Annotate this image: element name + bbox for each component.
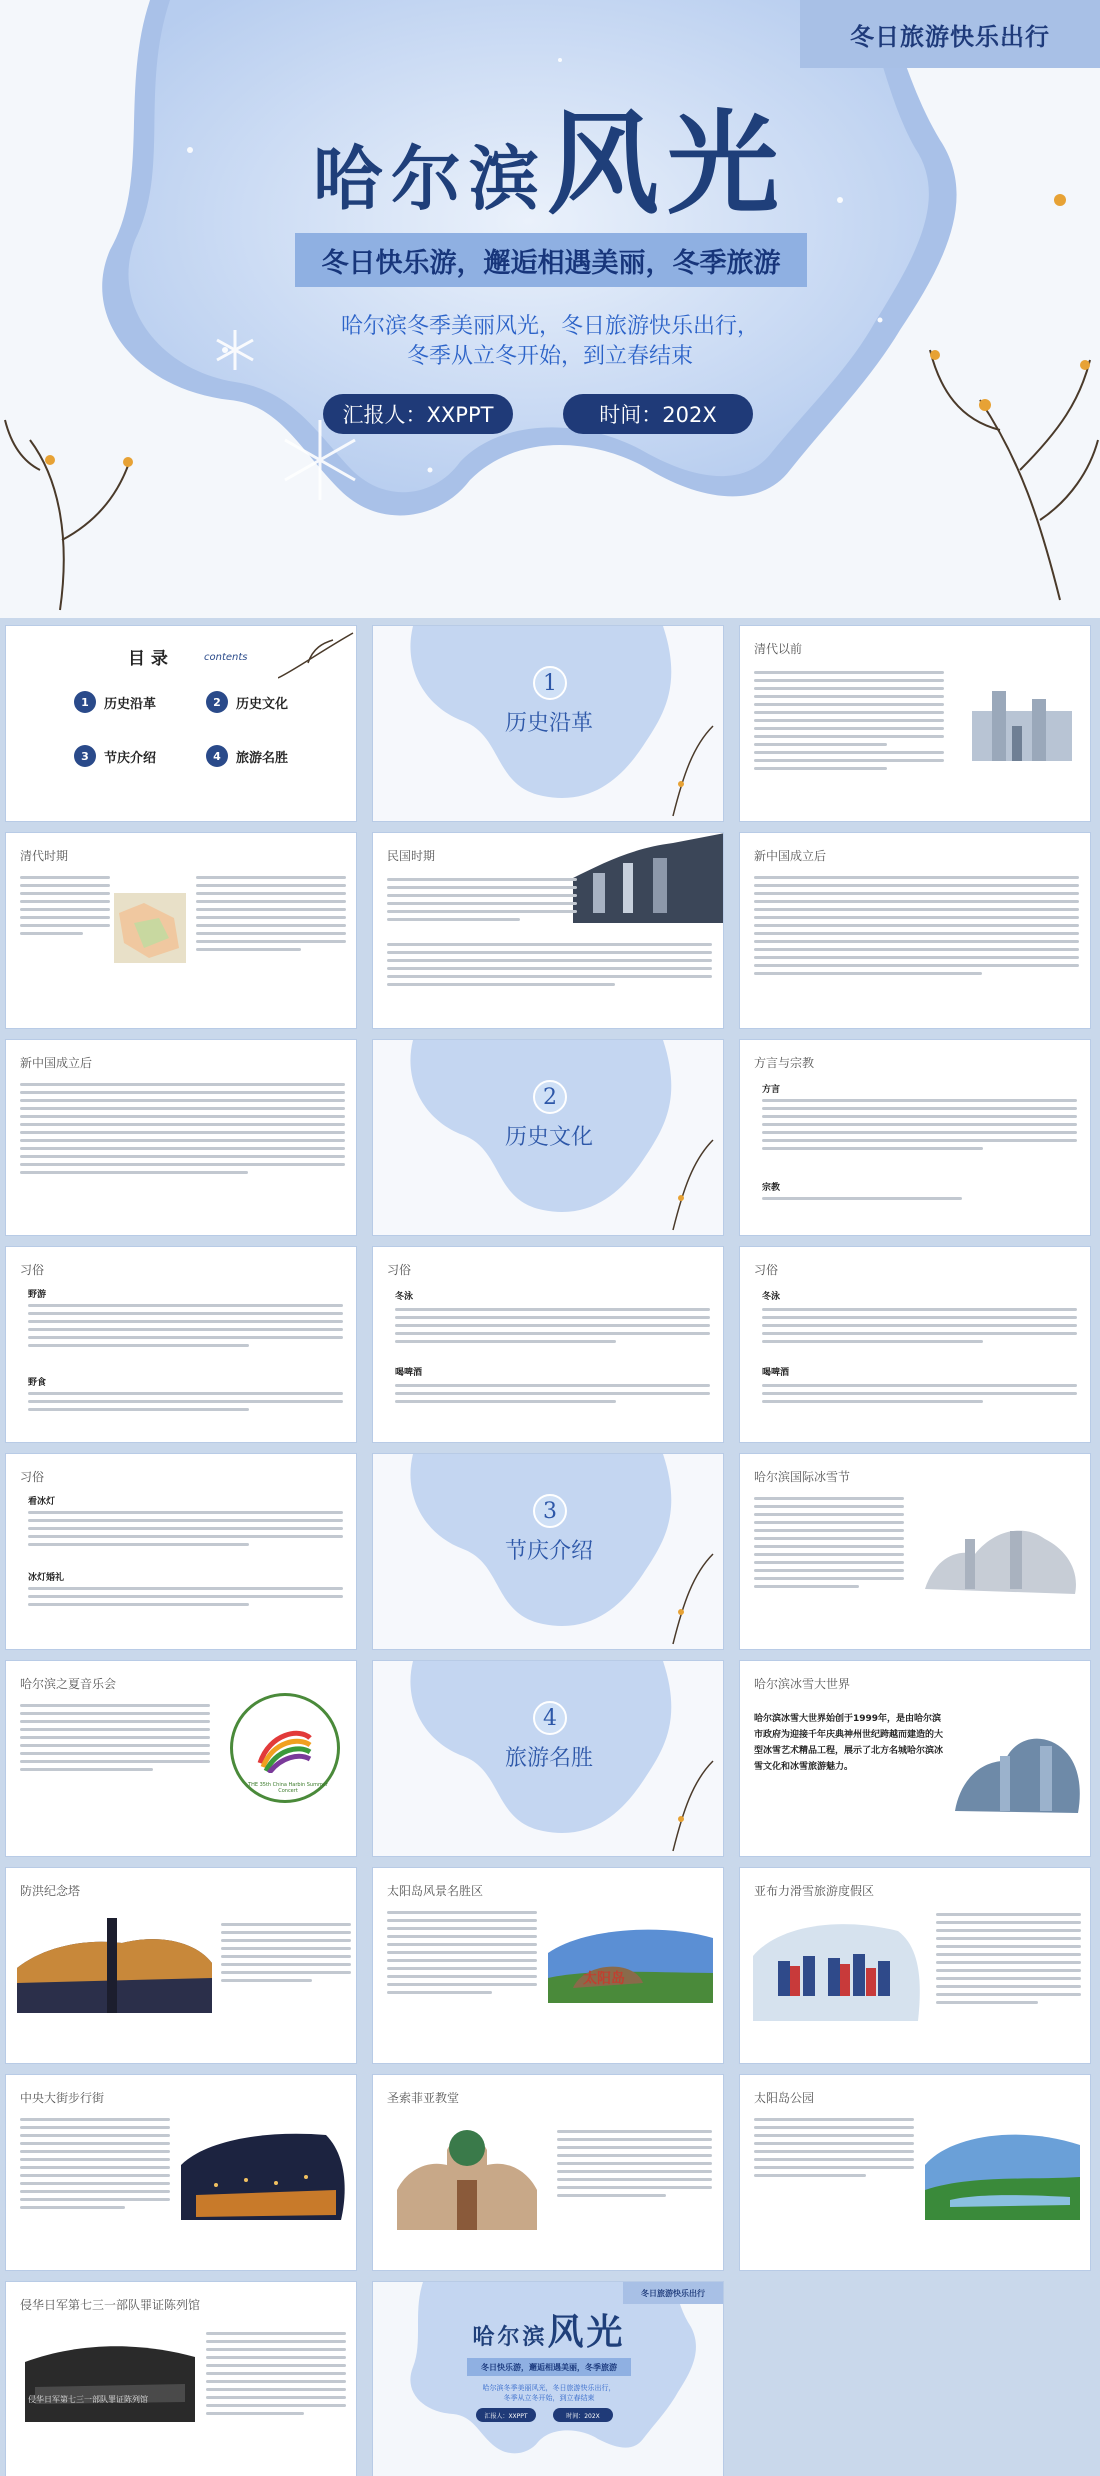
toc-num-3: 3 [74,745,96,767]
slide-title: 侵华日军第七三一部队罪证陈列馆 [20,2298,201,2312]
museum-photo [20,2332,200,2432]
sun-island-photo [543,1913,718,2008]
slide-section-3[interactable] [372,1453,724,1650]
slide-xisu-4[interactable] [5,1453,357,1650]
slide-taiyanggongyuan[interactable] [739,2074,1091,2271]
slide-title: 亚布力滑雪旅游度假区 [754,1884,875,1898]
sub-heading-2: 野食 [28,1378,47,1388]
reporter-pill: 汇报人：XXPPT [323,394,513,434]
toc-item-1[interactable] [74,691,156,713]
slide-title: 太阳岛风景名胜区 [387,1884,484,1898]
slide-body-text [20,2113,170,2214]
slide-xinzhongguo-2[interactable] [5,1039,357,1236]
slide-xinzhongguo-1[interactable] [739,832,1091,1029]
rainbow-logo-icon [255,1723,315,1773]
time-pill: 时间：202X [563,394,753,434]
slide-body-text [557,2125,712,2202]
slide-title: 新中国成立后 [20,1056,93,1070]
park-photo [920,2115,1085,2225]
slide-body-text-2 [28,1582,343,1611]
hero-title-part2: 风光 [547,99,787,230]
slide-body-text [395,1303,710,1348]
toc-label-4: 旅游名胜 [236,750,289,766]
slide-taiyangdao[interactable] [372,1867,724,2064]
ice-palace-photo [950,1721,1085,1821]
sub-heading-1: 冬泳 [395,1292,414,1302]
slide-body-text [20,1078,345,1179]
sub-heading-1: 看冰灯 [28,1497,56,1507]
slide-title: 方言与宗教 [754,1056,815,1070]
slide-toc[interactable] [5,625,357,822]
slide-body-text-2 [762,1192,962,1205]
slide-body-text: 哈尔滨冰雪大世界始创于1999年，是由哈尔滨市政府为迎接千年庆典神州世纪跨越而建造的大型冰雪艺术精品工程，展示了北方名城哈尔滨冰雪文化和冰雪旅游魅力。 [754,1714,944,1772]
slide-title: 清代以前 [754,642,803,656]
toc-label-1: 历史沿革 [104,696,157,712]
toc-label-2: 历史文化 [236,696,289,712]
slide-title: 圣索菲亚教堂 [387,2091,460,2105]
slide-body-text [754,1492,904,1593]
slide-body-text-2 [28,1387,343,1416]
slide-body-text [387,873,577,926]
ice-sculpture-photo [915,1509,1085,1609]
slide-body-text [28,1299,343,1352]
slide-qinhua[interactable] [5,2281,357,2476]
section-number: 3 [533,1494,567,1528]
slide-body-text-left [20,871,110,940]
slide-xisu-1[interactable] [5,1246,357,1443]
toc-num-4: 4 [206,745,228,767]
sub-heading-1: 野游 [28,1290,47,1300]
slide-body-text-2 [387,938,712,991]
hero-desc-line2: 冬季从立冬开始，到立春结束 [406,344,693,369]
ending-title [373,2304,724,2355]
slide-zhongyang[interactable] [5,2074,357,2271]
toc-num-1: 1 [74,691,96,713]
slide-ending[interactable] [372,2281,724,2476]
section-number: 1 [533,666,567,700]
sun-island-sign-text: 太阳岛 [583,1971,625,1987]
sub-heading-1: 方言 [762,1085,781,1095]
slide-body-text [387,1906,537,1999]
sub-heading-2: 宗教 [762,1183,781,1193]
toc-item-4[interactable] [206,745,288,767]
toc-item-2[interactable] [206,691,288,713]
slide-title: 太阳岛公园 [754,2091,815,2105]
slide-body-text-2 [762,1379,1077,1408]
ending-reporter-pill: 汇报人：XXPPT [476,2408,536,2422]
slide-body-text [754,2113,914,2182]
ski-group-photo [748,1906,928,2026]
section-title: 历史沿革 [504,711,593,736]
slide-body-text [754,871,1079,980]
slide-yinyuehui[interactable] [5,1660,357,1857]
slide-body-text [28,1506,343,1551]
sub-heading-2: 喝啤酒 [762,1368,790,1378]
hero-corner-label: 冬日旅游快乐出行 [800,0,1100,68]
slide-fangyan[interactable] [739,1039,1091,1236]
sub-heading-2: 冰灯婚礼 [28,1573,65,1583]
slide-title: 清代时期 [20,849,69,863]
badge-text: THE 35th China Harbin Summer Concert [248,1782,328,1794]
ending-time-pill: 时间：202X [553,2408,613,2422]
slide-body-text-2 [395,1379,710,1408]
slide-xisu-2[interactable] [372,1246,724,1443]
slide-title: 哈尔滨之夏音乐会 [20,1677,117,1691]
ending-title-part1: 哈尔滨 [472,2324,548,2350]
slide-body-text [762,1303,1077,1348]
section-title: 节庆介绍 [504,1539,593,1564]
city-photo [573,833,724,923]
slide-title: 防洪纪念塔 [20,1884,81,1898]
slide-qingdai[interactable] [5,832,357,1029]
slide-suofeiya[interactable] [372,2074,724,2271]
toc-label-3: 节庆介绍 [104,750,157,766]
section-title: 历史文化 [504,1125,593,1150]
museum-photo-caption: 侵华日军第七三一部队罪证陈列馆 [28,2395,148,2404]
ending-corner-label: 冬日旅游快乐出行 [623,2282,723,2304]
slide-bingxuedashijie[interactable] [739,1660,1091,1857]
toc-title: 目 录 [128,649,168,669]
ending-desc-line2: 冬季从立冬开始，到立春结束 [503,2394,595,2402]
hero-title-part1: 哈尔滨 [313,137,547,220]
slide-bingxuejie[interactable] [739,1453,1091,1650]
map-image [114,893,186,963]
slide-title: 民国时期 [387,849,436,863]
slide-qing[interactable] [739,625,1091,822]
cathedral-photo [387,2120,547,2235]
toc-num-2: 2 [206,691,228,713]
branch-icon [278,628,356,688]
slide-body-text [221,1918,351,1987]
hero-subtitle-banner: 冬日快乐游，邂逅相遇美丽，冬季旅游 [295,233,807,287]
slide-body-text [754,666,944,775]
hero-slide[interactable] [0,0,1100,618]
section-number: 2 [533,1080,567,1114]
slide-section-4[interactable] [372,1660,724,1857]
sub-heading-1: 冬泳 [762,1292,781,1302]
sub-heading-2: 喝啤酒 [395,1368,423,1378]
slide-title: 习俗 [387,1263,412,1277]
slide-body-text [20,1699,210,1776]
slide-title: 哈尔滨国际冰雪节 [754,1470,851,1484]
slide-title: 习俗 [20,1470,45,1484]
ice-castle-photo [962,681,1082,761]
concert-badge [230,1693,340,1803]
slide-title: 中央大街步行街 [20,2091,105,2105]
ending-desc-line1: 哈尔滨冬季美丽风光，冬日旅游快乐出行， [482,2384,616,2392]
ending-subtitle: 冬日快乐游，邂逅相遇美丽，冬季旅游 [467,2358,631,2376]
slide-yabuli[interactable] [739,1867,1091,2064]
slide-section-1[interactable] [372,625,724,822]
slide-section-2[interactable] [372,1039,724,1236]
slide-xisu-3[interactable] [739,1246,1091,1443]
ending-title-part2: 风光 [547,2311,626,2353]
toc-subtitle: contents [204,652,248,663]
slide-minguo[interactable] [372,832,724,1029]
toc-item-3[interactable] [74,745,156,767]
monument-photo [12,1908,217,2018]
section-number: 4 [533,1701,567,1735]
slide-body-text [762,1094,1077,1155]
slide-title: 哈尔滨冰雪大世界 [754,1677,851,1691]
slide-title: 新中国成立后 [754,849,827,863]
slide-body-text [206,2327,346,2420]
night-street-photo [176,2115,351,2225]
slide-body-text [936,1908,1081,2009]
slide-title: 习俗 [754,1263,779,1277]
hero-title [0,75,1100,236]
slide-body-text-right [196,871,346,956]
slide-title: 习俗 [20,1263,45,1277]
hero-desc-line1: 哈尔滨冬季美丽风光，冬日旅游快乐出行， [340,314,759,339]
slide-fanghong[interactable] [5,1867,357,2064]
section-title: 旅游名胜 [504,1746,593,1771]
